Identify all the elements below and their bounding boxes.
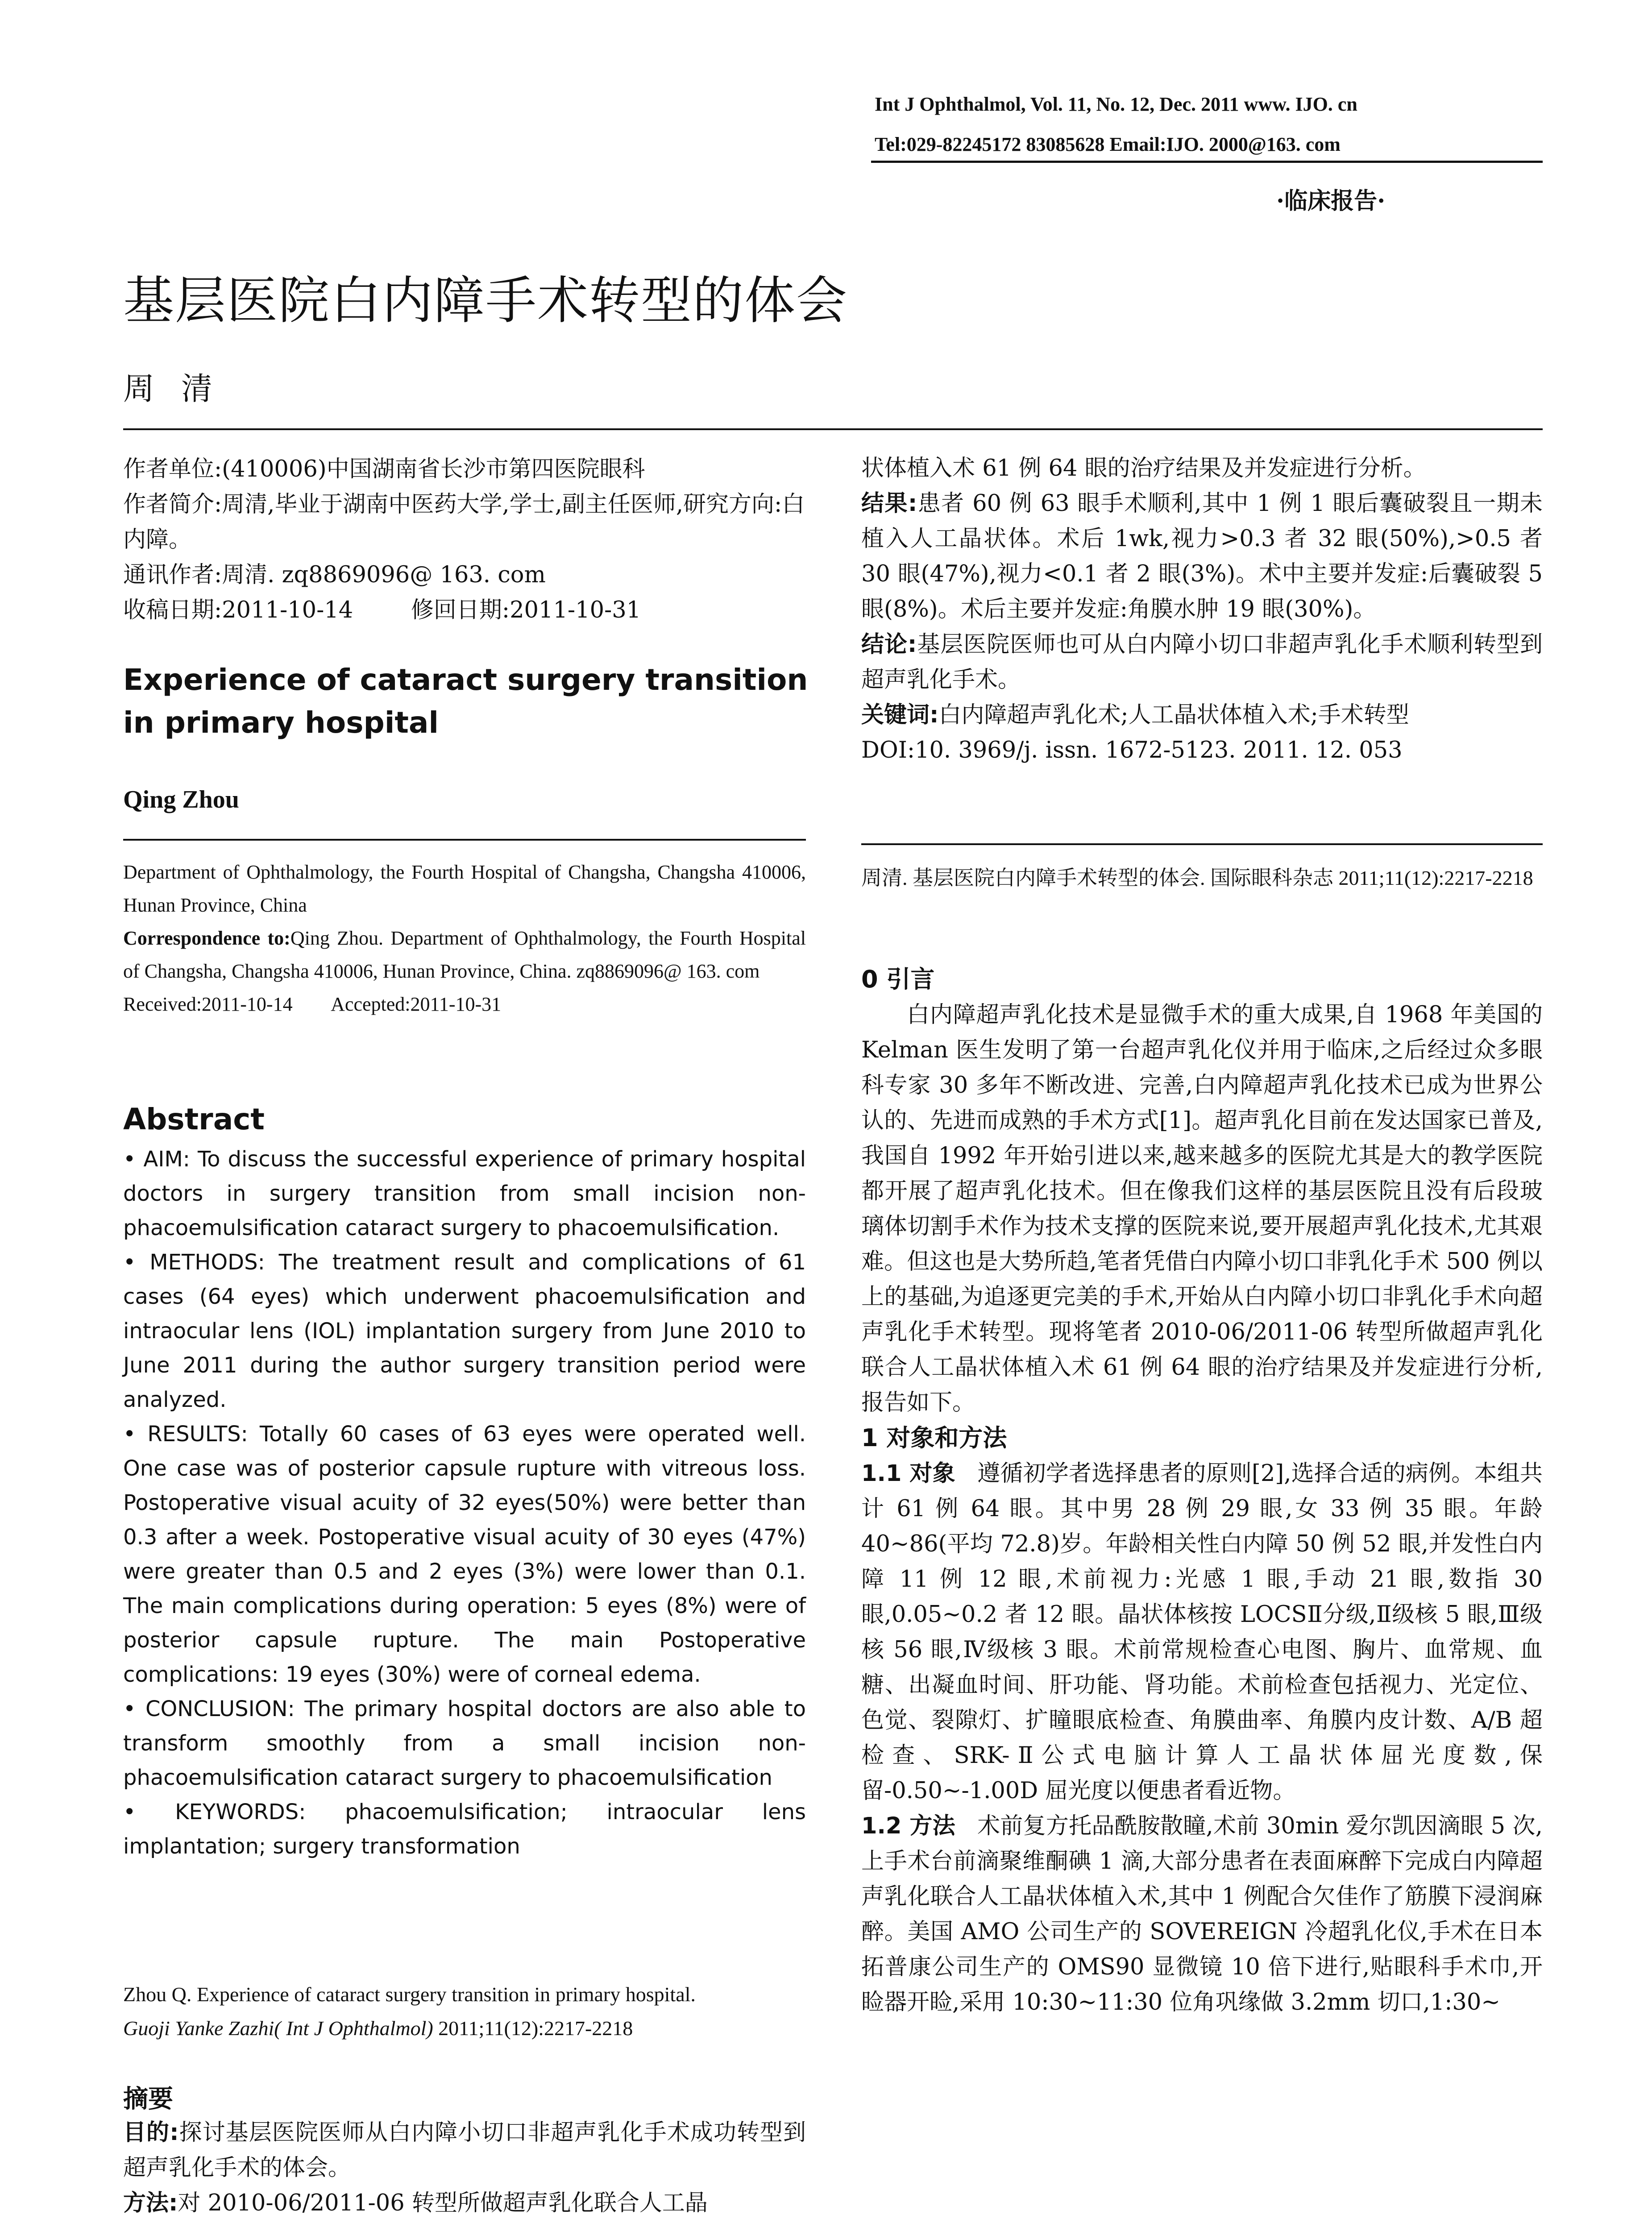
contact-info: Tel:029-82245172 83085628 Email:IJO. 2000@163. com [875,133,1341,155]
english-citation [123,1978,810,2045]
section11-text: 遵循初学者选择患者的原则[2],选择合适的病例。本组共计 61 例 64 眼。其中男 28 例 29 眼,女 33 例 35 眼。年龄 40~86(平均 72.8)岁。年龄相关性白内障 50 例 52 眼,并发性白内障 11 例 12 眼,术前视力:光感 1 眼,手动 21 眼,数指 30 眼,0.05~0.2 者 12 眼。晶状体核按 LOCSⅡ分级,Ⅱ级核 5 眼,Ⅲ级核 56 眼,Ⅳ级核 3 眼。术前常规检查心电图、胸片、血常规、血糖、出凝血时间、肝功能、肾功能。术前检查包括视力、光定位、色觉、裂隙灯、扩瞳眼底检查、角膜曲率、角膜内皮计数、A/B 超检查、SRK-Ⅱ公式电脑计算人工晶状体屈光度数,保留-0.50~-1.00D 屈光度以便患者看近物。 [861,1460,1543,1804]
citation-rule [861,843,1543,845]
author-info-block [123,452,806,628]
abstract-aim: • AIM: To discuss the successful experience of primary hospital doctors in surgery transition from small incision non-phacoemulsification cataract surgery to phacoemulsification. [123,1147,806,1240]
cn-goal: 探讨基层医院医师从白内障小切口非超声乳化手术成功转型到超声乳化手术的体会。 [123,2119,806,2181]
english-affiliation-block [123,856,806,1021]
abstract-keywords: • KEYWORDS: phacoemulsification; intraocular lens implantation; surgery transformation [123,1800,806,1859]
cn-conclusion: 基层医院医师也可从白内障小切口非超声乳化手术顺利转型到超声乳化手术。 [861,631,1543,693]
abstract-conclusion: • CONCLUSION: The primary hospital doctors are also able to transform smoothly from a small incision non-phacoemulsification cataract surgery to phacoemulsification [123,1696,806,1790]
abstract-methods: • METHODS: The treatment result and complications of 61 cases (64 eyes) which underwent phacoemulsification and intraocular lens (IOL) implantation surgery from June 2010 to June 2011 during the author surgery transition period were analyzed. [123,1250,806,1412]
correspondence-text: Qing Zhou. Department of Ophthalmology, the Fourth Hospital of Changsha, Changsha 410006, Hunan Province, China. zq8869096@ 163. com [123,927,806,982]
cn-citation: 周清. 基层医院白内障手术转型的体会. 国际眼科杂志 2011;11(12):2217-2218 [861,867,1533,889]
section12-text: 术前复方托品酰胺散瞳,术前 30min 爱尔凯因滴眼 5 次,上手术台前滴聚维酮碘 1 滴,大部分患者在表面麻醉下完成白内障超声乳化联合人工晶状体植入术,其中 1 例配合欠佳作了筋膜下浸润麻醉。美国 AMO 公司生产的 SOVEREIGN 冷超乳化仪,手术在日本拓普康公司生产的 OMS90 显微镜 10 倍下进行,贴眼科手术巾,开睑器开睑,采用 10:30~11:30 位角巩缘做 3.2mm 切口,1:30~ [861,1813,1543,2015]
cn-abstract-heading: 摘要 [123,2085,173,2114]
author-name: 周清 [123,370,239,407]
cn-result-label: 结果: [861,490,917,517]
cn-method-continued: 状体植入术 61 例 64 眼的治疗结果及并发症进行分析。 [861,455,1426,481]
header-rule [871,161,1543,163]
abstract-heading: Abstract [123,1102,265,1136]
title-rule [123,428,1543,430]
citation-volume: 2011;11(12):2217-2218 [433,2017,633,2040]
english-title: Experience of cataract surgery transition in primary hospital [123,663,808,740]
intro-paragraph: 白内障超声乳化技术是显微手术的重大成果,自 1968 年美国的 Kelman 医生发明了第一台超声乳化仪并用于临床,之后经过众多眼科专家 30 多年不断改进、完善,白内障超声乳化技术已成为世界公认的、先进而成熟的手术方式[1]。超声乳化目前在发达国家已普及,我国自 1992 年开始引进以来,越来越多的医院尤其是大的教学医院都开展了超声乳化技术。但在像我们这样的基层医院且没有后段玻璃体切割手术作为技术支撑的医院来说,要开展超声乳化技术,尤其艰难。但这也是大势所趋,笔者凭借白内障小切口非乳化手术 500 例以上的基础,为追逐更完美的手术,开始从白内障小切口非乳化手术向超声乳化手术转型。现将笔者 2010-06/2011-06 转型所做超声乳化联合人工晶状体植入术 61 例 64 眼的治疗结果及并发症进行分析,报告如下。 [861,1002,1543,1416]
cn-keywords: 白内障超声乳化术;人工晶状体植入术;手术转型 [938,702,1409,728]
correspondence-label: Correspondence to: [123,927,291,949]
author-bio: 作者简介:周清,毕业于湖南中医药大学,学士,副主任医师,研究方向:白内障。 [123,491,805,553]
dates: 收稿日期:2011-10-14 修回日期:2011-10-31 [123,597,641,623]
cn-abstract-body [123,2115,806,2221]
author-affiliation: 作者单位:(410006)中国湖南省长沙市第四医院眼科 [123,456,645,482]
doi: DOI:10. 3969/j. issn. 1672-5123. 2011. 12. 053 [861,737,1403,763]
cn-result: 患者 60 例 63 眼手术顺利,其中 1 例 1 眼后囊破裂且一期未植入人工晶状体。术后 1wk,视力>0.3 者 32 眼(50%),>0.5 者 30 眼(47%),视力<0.1 者 2 眼(3%)。术中主要并发症:后囊破裂 5 眼(8%)。术后主要并发症:角膜水肿 19 眼(30%)。 [861,490,1543,622]
section11-label: 1.1 对象 [861,1460,955,1487]
section-tag: ·临床报告· [1276,187,1386,215]
cn-method: 对 2010-06/2011-06 转型所做超声乳化联合人工晶 [178,2190,708,2216]
abstract-body [123,1142,806,1864]
cn-method-label: 方法: [123,2190,178,2216]
section1-heading: 1 对象和方法 [861,1424,1007,1452]
intro-heading: 0 引言 [861,965,935,993]
body-text [861,962,1543,2020]
journal-info: Int J Ophthalmol, Vol. 11, No. 12, Dec. 2011 www. IJO. cn [875,93,1357,115]
citation-text: Zhou Q. Experience of cataract surgery transition in primary hospital. [123,1983,696,2006]
author-rule [123,839,806,841]
cn-keywords-label: 关键词: [861,702,939,728]
cn-conclusion-label: 结论: [861,631,917,658]
section12-label: 1.2 方法 [861,1813,955,1839]
page-title: 基层医院白内障手术转型的体会 [123,271,848,330]
received-accepted: Received:2011-10-14 Accepted:2011-10-31 [123,993,502,1015]
corresponding-author: 通讯作者:周清. zq8869096@ 163. com [123,562,546,588]
abstract-results: • RESULTS: Totally 60 cases of 63 eyes were operated well. One case was of posterior capsule rupture with vitreous loss. Postoperative visual acuity of 32 eyes(50%) were better than 0.3 after a week. Postoperative visual acuity of 30 eyes (47%) were greater than 0.5 and 2 eyes (3%) were lower than 0.1. The main complications during operation: 5 eyes (8%) were of posterior capsule rupture. The main Postoperative complications: 19 eyes (30%) were of corneal edema. [123,1422,806,1687]
english-affiliation: Department of Ophthalmology, the Fourth Hospital of Changsha, Changsha 410006, Hunan Province, China [123,861,806,916]
citation-journal: Guoji Yanke Zazhi( Int J Ophthalmol) [123,2017,433,2040]
english-author: Qing Zhou [123,786,239,813]
cn-goal-label: 目的: [123,2119,179,2146]
correspondence [123,922,806,988]
cn-abstract-continued [861,451,1543,768]
